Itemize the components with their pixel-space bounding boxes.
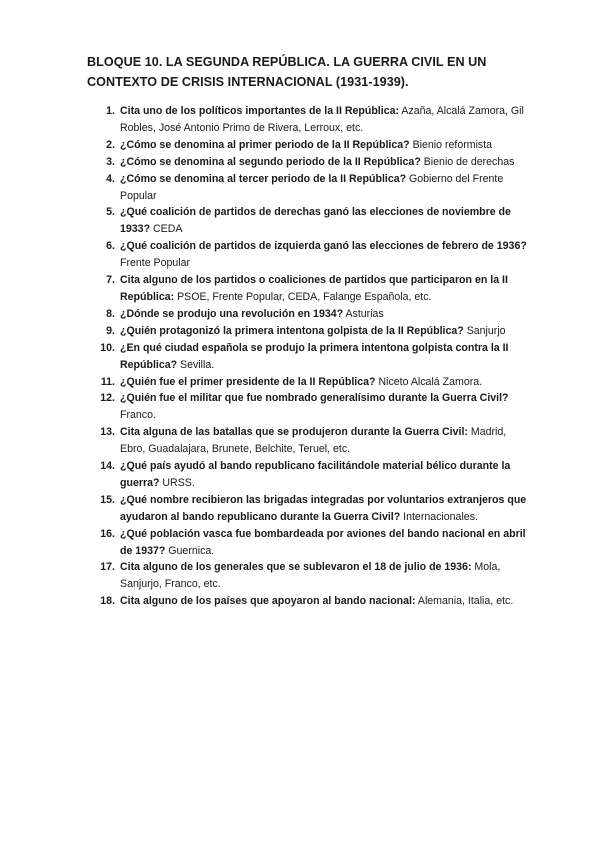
answer-text: Guernica. (165, 544, 215, 557)
answer-text: Asturias (343, 307, 384, 320)
question-text: ¿Cómo se denomina al segundo periodo de la II República? (120, 155, 421, 168)
question-text: ¿En qué ciudad española se produjo la primera intentona golpista contra la II República? (120, 341, 509, 371)
item-number: 4. (106, 172, 115, 185)
item-number: 6. (106, 240, 115, 253)
answer-text: Niceto Alcalá Zamora. (375, 375, 483, 388)
question-text: ¿Quién fue el militar que fue nombrado generalísimo durante la Guerra Civil? (120, 392, 509, 405)
item-number: 14. (100, 460, 115, 473)
item-number: 16. (100, 527, 115, 540)
list-item (87, 137, 527, 154)
list-item (87, 238, 527, 272)
item-number: 2. (106, 138, 115, 151)
list-item (87, 306, 527, 323)
list-item (87, 171, 527, 205)
answer-text: Gobierno del Frente Popular (120, 172, 504, 202)
answer-text: Sevilla. (177, 358, 215, 371)
item-number: 11. (100, 375, 115, 388)
question-text: Cita alguna de las batallas que se produjeron durante la Guerra Civil: (120, 426, 468, 439)
item-number: 12. (100, 392, 115, 405)
item-number: 3. (106, 155, 115, 168)
title-line-1: BLOQUE 10. LA SEGUNDA REPÚBLICA. LA GUERRA CIVIL EN UN (87, 55, 487, 69)
question-text: Cita uno de los políticos importantes de la II República: (120, 105, 400, 117)
question-text: ¿Qué población vasca fue bombardeada por aviones del bando nacional en abril de 1937? (120, 527, 526, 557)
answer-text: Alemania, Italia, etc. (415, 595, 514, 608)
item-number: 18. (100, 595, 115, 608)
answer-text: CEDA (150, 223, 183, 236)
item-number: 10. (100, 341, 115, 354)
list-item (87, 526, 527, 560)
question-text: Cita alguno de los países que apoyaron al bando nacional: (120, 595, 416, 608)
item-number: 15. (100, 493, 115, 506)
question-text: ¿Qué coalición de partidos de izquierda ganó las elecciones de febrero de 1936? (120, 240, 527, 253)
question-text: ¿Dónde se produjo una revolución en 1934? (120, 307, 344, 320)
answer-text: Mola, Sanjurjo, Franco, etc. (120, 561, 501, 591)
question-text: ¿Cómo se denomina al primer periodo de la II República? (120, 138, 410, 151)
question-text: ¿Qué país ayudó al bando republicano facilitándole material bélico durante la guerra? (120, 460, 511, 489)
answer-text: Azaña, Alcalá Zamora, Gil Robles, José Antonio Primo de Rivera, Lerroux, etc. (120, 105, 524, 134)
answer-text: PSOE, Frente Popular, CEDA, Falange Española, etc. (174, 290, 432, 303)
answer-text: Internacionales. (400, 510, 478, 523)
list-item (87, 424, 527, 458)
answer-text: Bienio de derechas (420, 155, 515, 168)
question-text: ¿Qué nombre recibieron las brigadas integradas por voluntarios extranjeros que ayudaron al bando republicano durante la Guerra Civil? (120, 493, 527, 523)
list-item (87, 374, 527, 391)
answer-text: Bienio reformista (409, 138, 493, 151)
item-number: 5. (106, 206, 115, 219)
list-item (87, 204, 527, 238)
list-item (87, 559, 527, 593)
question-text: Cita alguno de los generales que se sublevaron el 18 de julio de 1936: (120, 561, 472, 574)
list-item (87, 340, 527, 374)
item-number: 7. (106, 274, 115, 287)
list-item (87, 323, 527, 340)
list-item (87, 154, 527, 171)
list-item (87, 103, 527, 137)
item-number: 13. (100, 426, 115, 439)
answer-text: Madrid, Ebro, Guadalajara, Brunete, Belchite, Teruel, etc. (120, 426, 507, 456)
answer-text: Frente Popular (120, 257, 191, 270)
question-text: ¿Quién protagonizó la primera intentona golpista de la II República? (120, 324, 464, 337)
question-text: ¿Quién fue el primer presidente de la II República? (120, 375, 376, 388)
question-list (87, 103, 527, 610)
list-item (87, 492, 527, 526)
list-item (87, 458, 527, 492)
question-text: Cita alguno de los partidos o coaliciones de partidos que participaron en la II República: (120, 274, 508, 303)
item-number: 17. (100, 561, 115, 574)
answer-text: URSS. (159, 476, 195, 489)
item-number: 8. (106, 307, 115, 320)
list-item (87, 593, 527, 610)
page-title (87, 52, 527, 92)
question-text: ¿Cómo se denomina al tercer periodo de la II República? (120, 172, 407, 185)
item-number: 9. (106, 324, 115, 337)
answer-text: Sanjurjo (463, 324, 506, 337)
question-text: ¿Qué coalición de partidos de derechas ganó las elecciones de noviembre de 1933? (120, 206, 511, 236)
list-item (87, 390, 527, 424)
item-number: 1. (106, 105, 115, 117)
title-line-2: CONTEXTO DE CRISIS INTERNACIONAL (1931-1939). (87, 75, 409, 89)
answer-text: Franco. (120, 409, 156, 422)
list-item (87, 272, 527, 306)
